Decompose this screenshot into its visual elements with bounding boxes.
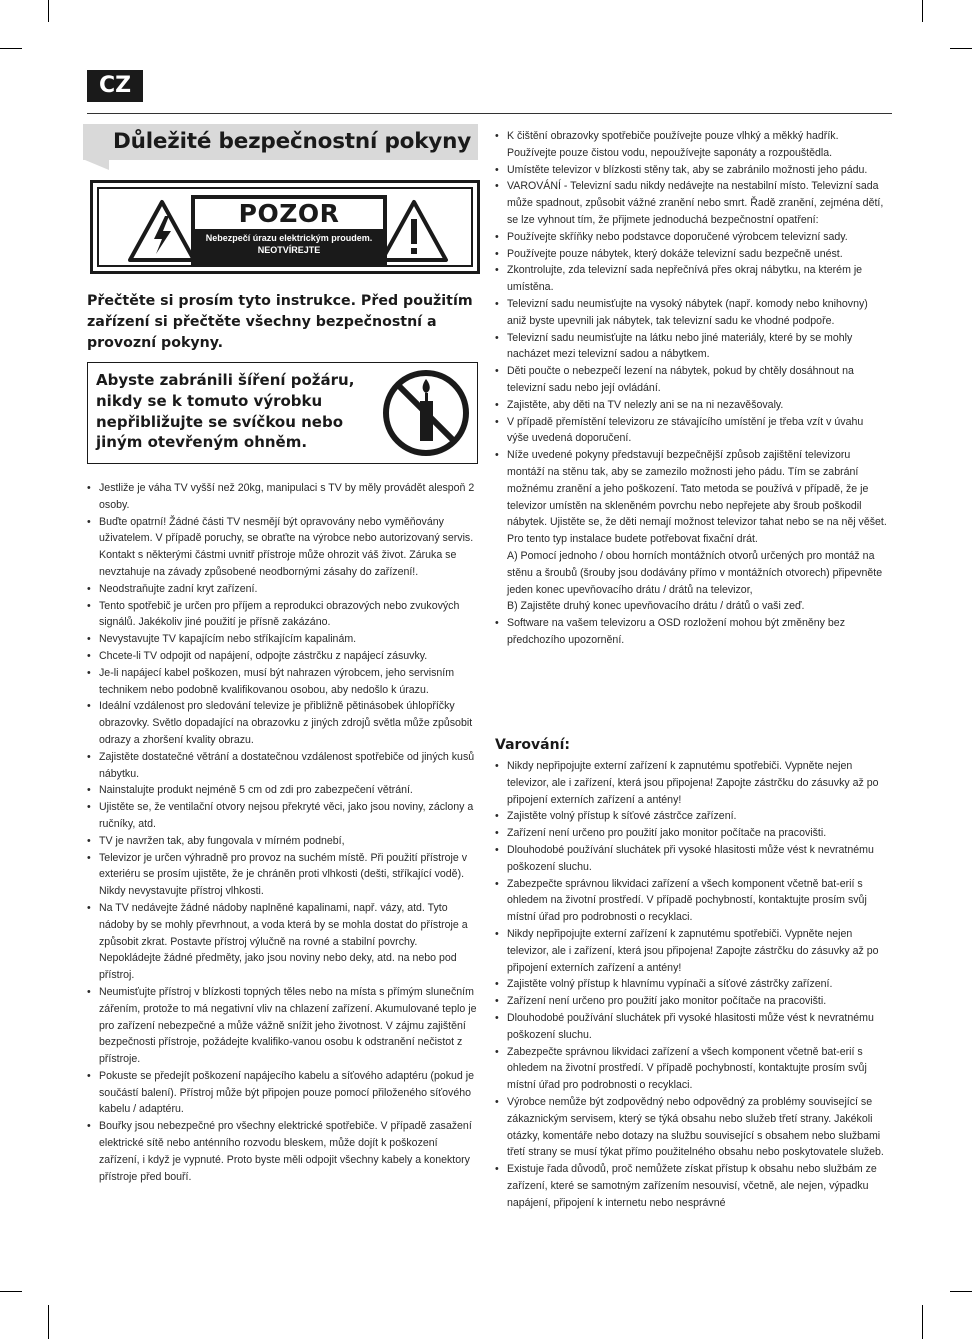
list-item [86, 833, 479, 850]
list-item-text: • Buďte opatrní! Žádné části TV nesmějí být opravovány nebo vyměňovány uživatelem. V případě poruchy, se obraťte na výrobce nebo autorizovaný servis. Kontakt s některými částmi uvnitř přístroje může ohrozit váš život. Záruka se nevztahuje na závady způsobené neodbornými zásahy do zařízení!. [99, 515, 474, 578]
caution-box-inner [97, 187, 473, 267]
list-item [494, 993, 887, 1010]
crop-mark [922, 1305, 923, 1339]
list-item [86, 900, 479, 984]
list-item [86, 1068, 479, 1118]
list-item [86, 984, 479, 1068]
language-badge: CZ [87, 70, 143, 102]
pozor-label [191, 195, 387, 265]
list-item [494, 447, 887, 615]
list-item [86, 648, 479, 665]
list-item-text: • Pokuste se předejít poškození napájecího kabelu a síťového adaptéru (pokud je součástí balení). Přístroj může být připojen pouze pomocí přiloženého síťového kabelu / adaptéru. [99, 1069, 475, 1116]
list-item [494, 1161, 887, 1211]
list-item [86, 514, 479, 581]
crop-mark [48, 1305, 49, 1339]
list-item-text: • Nainstalujte produkt nejméně 5 cm od zdi pro zabezpečení větrání. [99, 784, 413, 797]
exclamation-warning-icon [379, 199, 449, 263]
list-item-text: • Na TV nedávejte žádné nádoby naplněné kapalinami, např. vázy, atd. Tyto nádoby by se mohly převrhnout, a voda která by se mohla dostat do přístroje a způsobit zkrat. Postavte přístroj výlučně na rovné a stabilní povrchy. Nepokládejte žádné předměty, jako jsou noviny nebo deky, atd. na nebo pod přístroj. [99, 901, 468, 982]
list-item-text: • Umístěte televizor v blízkosti stěny tak, aby se zabránilo možnosti jeho pádu. [507, 163, 868, 176]
list-item [494, 414, 887, 448]
crop-mark [0, 48, 22, 49]
list-item-text: • Ujistěte se, že ventilační otvory nejsou překryté věci, jako jsou noviny, záclony a ručníky, atd. [99, 801, 474, 830]
list-item [86, 749, 479, 783]
list-item [494, 876, 887, 926]
list-item [494, 808, 887, 825]
list-item [494, 296, 887, 330]
list-item-text: • Je-li napájecí kabel poškozen, musí být nahrazen výrobcem, jeho servisním technikem nebo podobně kvalifikovanou osobou, aby nedošlo k úrazu. [99, 666, 455, 696]
list-item-text: • TV je navržen tak, aby fungovala v mírném podnebí, [99, 834, 345, 847]
list-item-text: • Zajistěte volný přístup k síťové zástrčce zařízení. [507, 810, 737, 823]
list-item-text: • Používejte pouze nábytek, který dokáže televizní sadu bezpečně unést. [507, 247, 843, 260]
list-item-text: • Zařízení není určeno pro použití jako monitor počítače na pracovišti. [507, 995, 827, 1008]
list-item-text: • Používejte skříňky nebo podstavce doporučené výrobcem televizní sady. [507, 230, 848, 243]
list-item [494, 262, 887, 296]
list-item [494, 128, 887, 162]
list-item-text: • Software na vašem televizoru a OSD rozložení mohou být změněny bez předchozího upozornění. [507, 617, 845, 646]
warnings-list [494, 758, 887, 1212]
list-item [494, 825, 887, 842]
list-item [86, 698, 479, 748]
list-item-text: • Zařízení není určeno pro použití jako monitor počítače na pracovišti. [507, 827, 827, 840]
pozor-subtitle: Nebezpečí úrazu elektrickým proudem. NEOTVÍREJTE [205, 233, 373, 255]
intro-text: Přečtěte si prosím tyto instrukce. Před použitím zařízení si přečtěte všechny bezpečnostní a provozní pokyny. [87, 293, 473, 351]
header-rule [87, 113, 892, 114]
list-item [494, 842, 887, 876]
title-banner-tab [85, 160, 109, 170]
electric-shock-warning-icon [127, 199, 197, 263]
crop-mark [950, 48, 972, 49]
list-item [494, 162, 887, 179]
list-item-text: • K čištění obrazovky spotřebiče používejte pouze vlhký a měkký hadřík. Používejte pouze čistou vodu, nepoužívejte saponáty a rozpouštědla. [507, 130, 839, 159]
list-item-text: • Zajistěte, aby děti na TV nelezly ani se na ni nezavěšovaly. [507, 398, 784, 411]
safety-list-right [494, 128, 887, 649]
list-item [86, 665, 479, 699]
crop-mark [950, 1291, 972, 1292]
list-item [494, 229, 887, 246]
list-item [494, 363, 887, 397]
warnings-heading: Varování: [495, 737, 570, 753]
list-item-text: • Televizní sadu neumisťujte na vysoký nábytek (např. komody nebo knihovny) aniž byste upevnili jak nábytek, tak televizní sadu ke vhodné podpoře. [507, 297, 868, 327]
list-item [494, 615, 887, 649]
list-item-text: • V případě přemístění televizoru ze stávajícího umístění je třeba vzít v úvahu výše uvedená doporučení. [507, 415, 864, 445]
list-item-text: • Chcete-li TV odpojit od napájení, odpojte zástrčku z napájecí zásuvky. [99, 649, 428, 662]
list-item-text: • Jestliže je váha TV vyšší než 20kg, manipulaci s TV by měly provádět alespoň 2 osoby. [99, 482, 475, 511]
list-item-text: • Zajistěte volný přístup k hlavnímu vypínači a síťové zástrčky zařízení. [507, 978, 833, 991]
list-item [86, 850, 479, 900]
list-item-text: • Dlouhodobé používání sluchátek při vysoké hlasitosti může vést k nevratnému poškození sluchu. [507, 1011, 874, 1041]
fire-warning-text: Abyste zabránili šíření požáru, nikdy se k tomuto výrobku nepřibližujte se svíčkou nebo jiným otevřeným ohněm. [96, 371, 355, 452]
list-item-text: • Existuje řada důvodů, proč nemůžete získat přístup k obsahu nebo službám ze zařízení, které se samotným zařízením nesouvisí, včetně, ale nejen, výpadku napájení, připojení k internetu nebo nesprávné [507, 1163, 877, 1209]
list-item [86, 782, 479, 799]
list-item-text: • Neodstraňujte zadní kryt zařízení. [99, 582, 258, 595]
list-item-text: • Zkontrolujte, zda televizní sada nepřečnívá přes okraj nábytku, na kterém je umístěna. [507, 264, 863, 294]
list-item [86, 581, 479, 598]
list-item-text: • Bouřky jsou nebezpečné pro všechny elektrické spotřebiče. V případě zasažení elektrické sítě nebo anténního rozvodu bleskem, může dojít k poškození zařízení, i když je vypnuté. Proto byste měli odpojit všechny kabely a konektory přístroje před bouří. [99, 1120, 472, 1183]
list-item [86, 631, 479, 648]
list-item [86, 799, 479, 833]
list-item [494, 1094, 887, 1161]
list-item [86, 480, 479, 514]
list-item-text: • Děti poučte o nebezpečí lezení na nábytek, pokud by chtěly dosáhnout na televizní sadu nebo její ovládání. [507, 365, 854, 394]
list-item [494, 246, 887, 263]
list-item [494, 1010, 887, 1044]
crop-mark [0, 1291, 22, 1292]
list-item-text: • Dlouhodobé používání sluchátek při vysoké hlasitosti může vést k nevratnému poškození sluchu. [507, 843, 874, 873]
list-item-text: • Ideální vzdálenost pro sledování televize je přibližně pětinásobek úhlopříčky obrazovky. Světlo dopadající na obrazovku z jiných zdrojů světla může způsobit odrazy a zhoršení kvality obrazu. [99, 700, 473, 746]
list-item [494, 178, 887, 228]
crop-mark [48, 0, 49, 22]
list-item-text: • Zabezpečte správnou likvidaci zařízení a všech komponent včetně bat-erií s ohledem na životní prostředí. V případě pochybností, kontaktujte prosím svůj místní úřad pro podrobnosti o recyklaci. [507, 877, 867, 924]
list-item-text: • Televizor je určen výhradně pro provoz na suchém místě. Při použití přístroje v exteriéru se prosím ujistěte, že je chráněn proti vlhkosti (dešti, stříkající vodě). Nikdy nevystavujte přístroj vlhkosti. [99, 851, 467, 898]
list-item-text: • Neumisťujte přístroj v blízkosti topných těles nebo na místa s přímým slunečním zářením, protože to má negativní vliv na chlazení zařízení. Akumulované teplo je pro zařízení nebezpečné a může vážně snížit jeho životnost. V zájmu zajištění bezpečnosti přístroje, požádejte kvalifiko-vanou osobu k odstranění nečistot z přístroje. [99, 985, 477, 1066]
page-title: Důležité bezpečnostní pokyny [113, 129, 472, 154]
list-item-text: • Výrobce nemůže být zodpovědný nebo odpovědný za problémy související se zákaznickým servisem, který se týká obsahu nebo služeb třetí strany. Jakékoli otázky, komentáře nebo dotazy na službu související s obsahem nebo službami třetí strany se musí týkat přímo použitelného obsahu nebo poskytovatele služeb. [507, 1095, 884, 1159]
no-open-flame-icon [380, 367, 472, 459]
crop-mark [922, 0, 923, 22]
pozor-title: POZOR [195, 199, 383, 229]
list-item-text: • Zabezpečte správnou likvidaci zařízení a všech komponent včetně bat-erií s ohledem na životní prostředí. V případě pochybností, kontaktujte prosím svůj místní úřad pro podrobnosti o recyklaci. [507, 1045, 867, 1092]
safety-list-left [86, 480, 479, 1185]
list-item [86, 598, 479, 632]
list-item [494, 1044, 887, 1094]
list-item [494, 926, 887, 976]
list-item-text: • Televizní sadu neumisťujte na látku nebo jiné materiály, které by se mohly nacházet mezi televizní sadou a nábytkem. [507, 331, 853, 361]
caution-box [90, 180, 480, 274]
list-item [494, 397, 887, 414]
list-item-text: • Tento spotřebič je určen pro příjem a reprodukci obrazových nebo zvukových signálů. Jakékoliv jiné použití je přísně zakázáno. [99, 599, 460, 629]
list-item [86, 1118, 479, 1185]
list-item-text: • VAROVÁNÍ - Televizní sadu nikdy nedávejte na nestabilní místo. Televizní sada může spadnout, způsobit vážné zranění nebo smrt. Řadě zranění, zejména dětí, se lze vyhnout tím, že přijmete jednoduchá bezpečnostní opatření: [507, 180, 884, 226]
title-banner [83, 124, 478, 160]
list-item [494, 330, 887, 364]
list-item-text: • Nikdy nepřipojujte externí zařízení k zapnutému spotřebiči. Vypněte nejen televizor, ale i zařízení, která jsou připojena! Zapojte zástrčku do zásuvky až po připojení externích zařízení a antény! [507, 760, 879, 806]
list-item-text: • Nikdy nepřipojujte externí zařízení k zapnutému spotřebiči. Vypněte nejen televizor, ale i zařízení, která jsou připojena! Zapojte zástrčku do zásuvky až po připojení externích zařízení a antény! [507, 927, 879, 974]
fire-warning-box [87, 362, 478, 464]
list-item-text: • Zajistěte dostatečné větrání a dostatečnou vzdálenost spotřebiče od jiných kusů nábytku. [99, 750, 475, 780]
list-item [494, 758, 887, 808]
list-item-text: • Nevystavujte TV kapajícím nebo stříkajícím kapalinám. [99, 633, 357, 646]
list-item [494, 976, 887, 993]
list-item-text: • Níže uvedené pokyny představují bezpečnější způsob zajištění televizoru montáží na stěnu tak, aby se zamezilo možnosti jeho pádu. Tím se zabrání možnému zranění a jeho poškození. Tato metoda se používá v případě, že je televizor umístěn na skleněném povrchu nebo nepřejete aby šroub poškodil nábytek. Ujistěte se, že děti nemají možnost televizor tahat nebo se na něj věšet. Pro tento typ instalace budete potřebovat fixační drát. A) Pomocí jednoho / obou horních montážních otvorů určených pro montáž na stěnu a šroubů (šrouby jsou dodávány přímo v montážních otvorech) připevněte jeden konec upevňovacího drátu / drátů na televizor, B) Zajistěte druhý konec upevňovacího drátu / drátů o vaši zeď. [507, 449, 887, 613]
